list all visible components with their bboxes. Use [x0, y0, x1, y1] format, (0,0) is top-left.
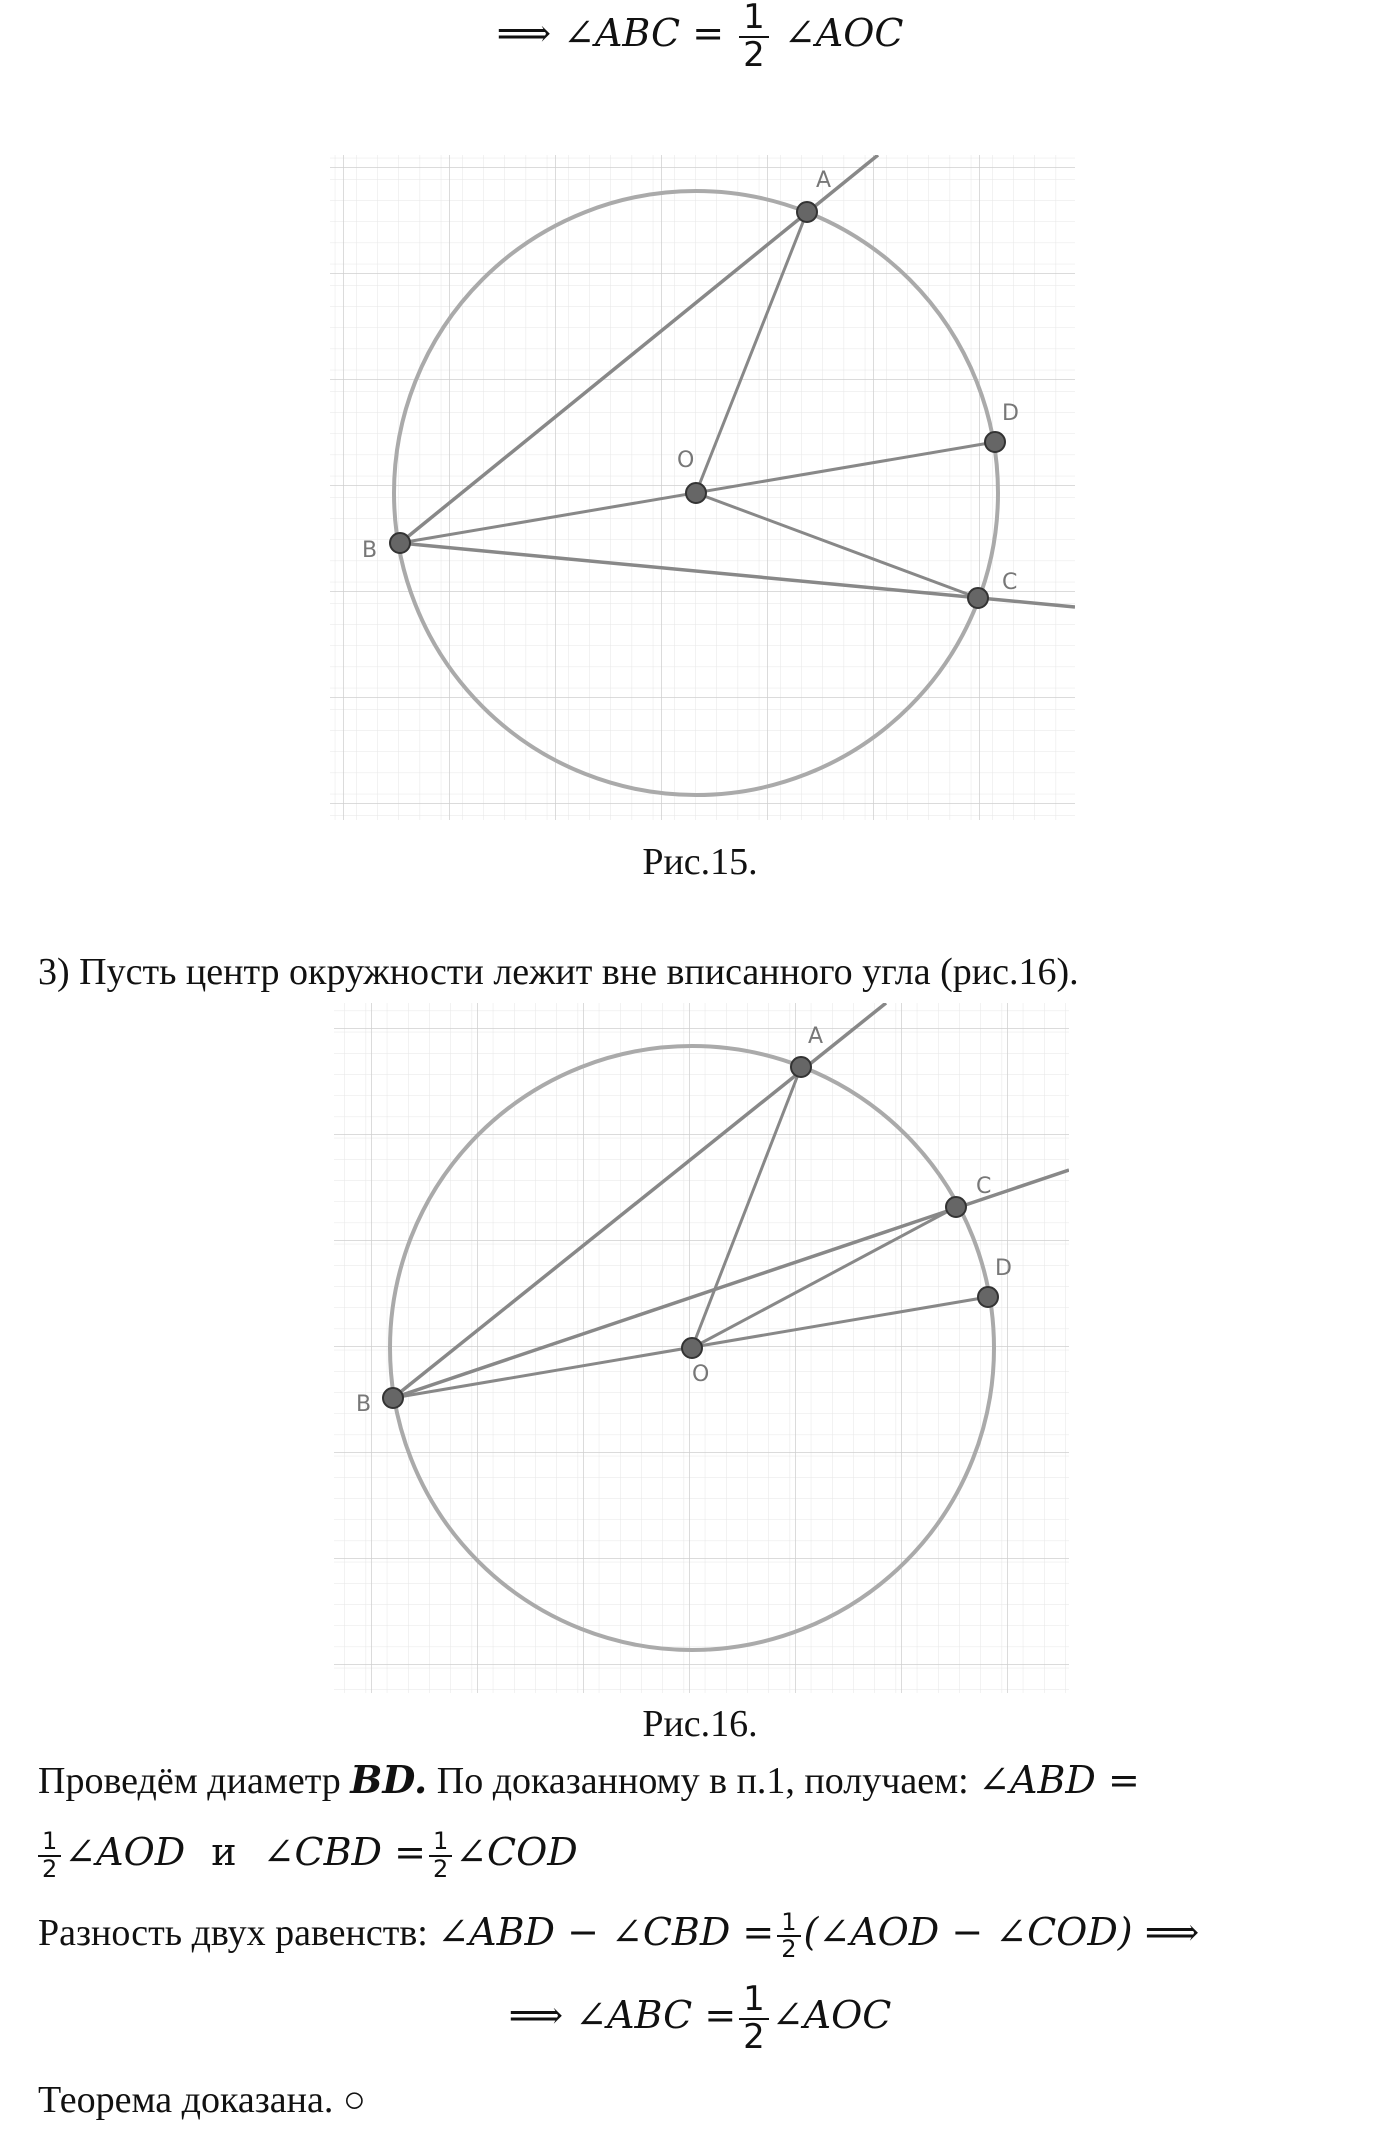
- point-a: [791, 1057, 811, 1077]
- fraction-one-half: [777, 1910, 800, 1962]
- angle-cbd-eq: ∠CBD =: [262, 1830, 426, 1874]
- implies-symbol: ⟹: [508, 1993, 564, 2037]
- angle-difference: ∠ABD − ∠CBD =: [437, 1910, 775, 1954]
- fraction-numerator: 1: [429, 1829, 452, 1856]
- point-b: [390, 533, 410, 553]
- case3-text: 3) Пусть центр окружности лежит вне вписанного угла (рис.16).: [38, 951, 1079, 993]
- angle-cod: ∠COD: [455, 1830, 578, 1874]
- fraction-numerator: 1: [777, 1910, 800, 1937]
- fraction-denominator: 2: [743, 2016, 765, 2057]
- figure-15: [330, 155, 1075, 830]
- proof-line-3: [38, 1900, 1400, 1965]
- label-d: D: [995, 1256, 1012, 1281]
- label-a: A: [816, 168, 832, 193]
- angle-aoc: ∠AOC: [771, 1993, 892, 2037]
- figure-15-drawing: [330, 155, 1075, 830]
- diameter-bd-label: BD.: [350, 1757, 428, 1802]
- proof-text: Проведём диаметр: [38, 1760, 351, 1802]
- point-b: [383, 1388, 403, 1408]
- fraction-one-half: [739, 0, 769, 73]
- proof-line-2: [38, 1820, 1400, 1884]
- final-formula: [0, 1970, 1400, 2060]
- label-a: A: [808, 1024, 824, 1049]
- label-b: B: [362, 538, 378, 563]
- point-d: [978, 1287, 998, 1307]
- angle-abd-eq: ∠ABD =: [978, 1758, 1140, 1802]
- proof-text: Разность двух равенств:: [38, 1912, 438, 1954]
- conjunction-and: и: [211, 1830, 237, 1874]
- point-c: [946, 1197, 966, 1217]
- point-a: [797, 202, 817, 222]
- angle-difference-rhs: (∠AOD − ∠COD) ⟹: [803, 1910, 1200, 1954]
- fraction-denominator: 2: [781, 1935, 797, 1964]
- equals-sign: =: [692, 11, 725, 56]
- fraction-numerator: 1: [38, 1829, 61, 1856]
- figure-16: [334, 1003, 1069, 1693]
- label-o: O: [677, 448, 695, 473]
- angle-abc-eq: ∠ABC =: [575, 1993, 737, 2037]
- top-formula: [0, 0, 1400, 73]
- point-o: [686, 483, 706, 503]
- figure-15-caption: Рис.15.: [642, 841, 758, 883]
- point-d: [985, 432, 1005, 452]
- fraction-one-half: [429, 1829, 452, 1881]
- figure-16-drawing: [334, 1003, 1069, 1693]
- fraction-one-half: [739, 1978, 769, 2057]
- label-b: B: [356, 1392, 372, 1417]
- label-c: C: [976, 1174, 992, 1199]
- theorem-proved: Теорема доказана. ○: [38, 2079, 366, 2121]
- fraction-one-half: [38, 1829, 61, 1881]
- proof-text: По доказанному в п.1, получаем:: [427, 1760, 979, 1802]
- label-d: D: [1002, 401, 1019, 426]
- fraction-numerator: 1: [739, 1982, 769, 2020]
- fraction-denominator: 2: [42, 1854, 58, 1883]
- fraction-denominator: 2: [432, 1854, 449, 1883]
- label-o: O: [692, 1362, 710, 1387]
- label-c: C: [1002, 570, 1018, 595]
- implies-symbol: ⟹: [496, 11, 552, 56]
- point-c: [968, 588, 988, 608]
- angle-abc: ∠ABC: [563, 11, 681, 56]
- angle-aoc: ∠AOC: [783, 11, 904, 56]
- point-o: [682, 1338, 702, 1358]
- fraction-denominator: 2: [743, 34, 765, 75]
- fraction-numerator: 1: [739, 0, 769, 38]
- figure-16-caption: Рис.16.: [642, 1703, 758, 1745]
- proof-line-1: [38, 1756, 1400, 1805]
- angle-aod: ∠AOD: [64, 1830, 186, 1874]
